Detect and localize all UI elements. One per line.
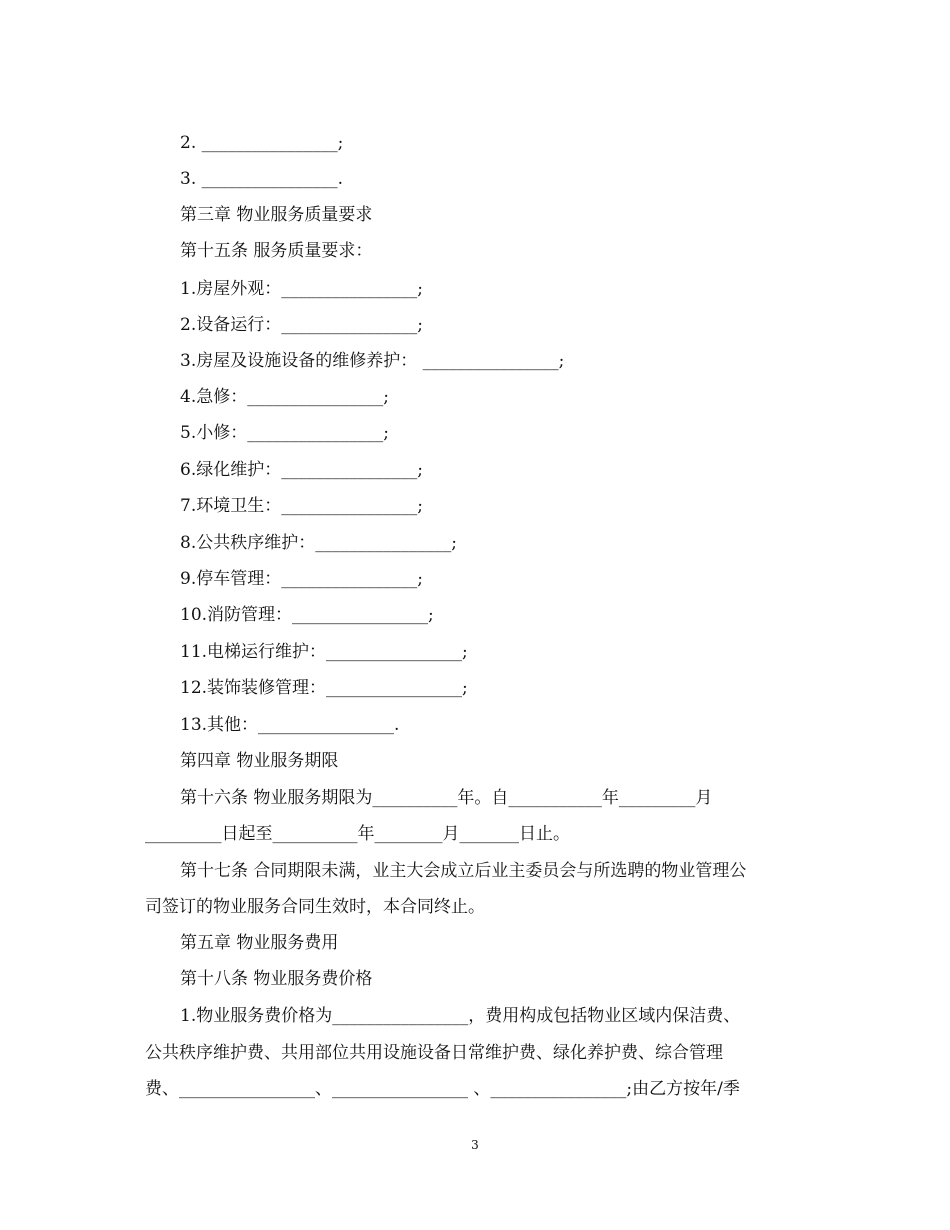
paragraph-line: 费、________________、________________ 、________________;由乙方按年/季 xyxy=(145,1079,740,1099)
paragraph-line: 司签订的物业服务合同生效时，本合同终止。 xyxy=(145,897,485,917)
chapter-heading: 第四章 物业服务期限 xyxy=(180,751,339,771)
list-item: 7.环境卫生：________________; xyxy=(180,496,423,516)
paragraph-line: 第十六条 物业服务期限为__________年。自___________年_________月 xyxy=(180,788,713,808)
list-item-2: 2. ________________; xyxy=(180,133,344,153)
article-heading: 第十五条 服务质量要求： xyxy=(180,241,373,261)
list-item: 1.房屋外观：________________; xyxy=(180,279,423,299)
article-heading: 第十八条 物业服务费价格 xyxy=(180,969,373,989)
list-item: 13.其他：________________. xyxy=(180,715,400,735)
list-item: 8.公共秩序维护：________________; xyxy=(180,533,457,553)
page-number: 3 xyxy=(471,1138,479,1152)
list-item: 2.设备运行：________________; xyxy=(180,315,423,335)
paragraph-line: 公共秩序维护费、共用部位共用设施设备日常维护费、绿化养护费、综合管理 xyxy=(145,1043,723,1063)
paragraph-line: 1.物业服务费价格为________________，费用构成包括物业区域内保洁费、 xyxy=(180,1006,741,1026)
list-item: 4.急修：________________; xyxy=(180,387,389,407)
paragraph-line: _________日起至__________年________月_______日止。 xyxy=(145,824,570,844)
chapter-heading: 第三章 物业服务质量要求 xyxy=(180,205,373,225)
list-item: 9.停车管理：________________; xyxy=(180,569,423,589)
list-item: 11.电梯运行维护：________________; xyxy=(180,642,468,662)
chapter-heading: 第五章 物业服务费用 xyxy=(180,933,339,953)
paragraph-line: 第十七条 合同期限未满，业主大会成立后业主委员会与所选聘的物业管理公 xyxy=(180,861,747,881)
list-item: 3.房屋及设施设备的维修养护： ________________; xyxy=(180,351,565,371)
list-item: 12.装饰装修管理：________________; xyxy=(180,678,468,698)
list-item: 5.小修：________________; xyxy=(180,423,389,443)
list-item: 10.消防管理：________________; xyxy=(180,605,434,625)
list-item-3: 3. ________________. xyxy=(180,169,344,189)
list-item: 6.绿化维护：________________; xyxy=(180,460,423,480)
